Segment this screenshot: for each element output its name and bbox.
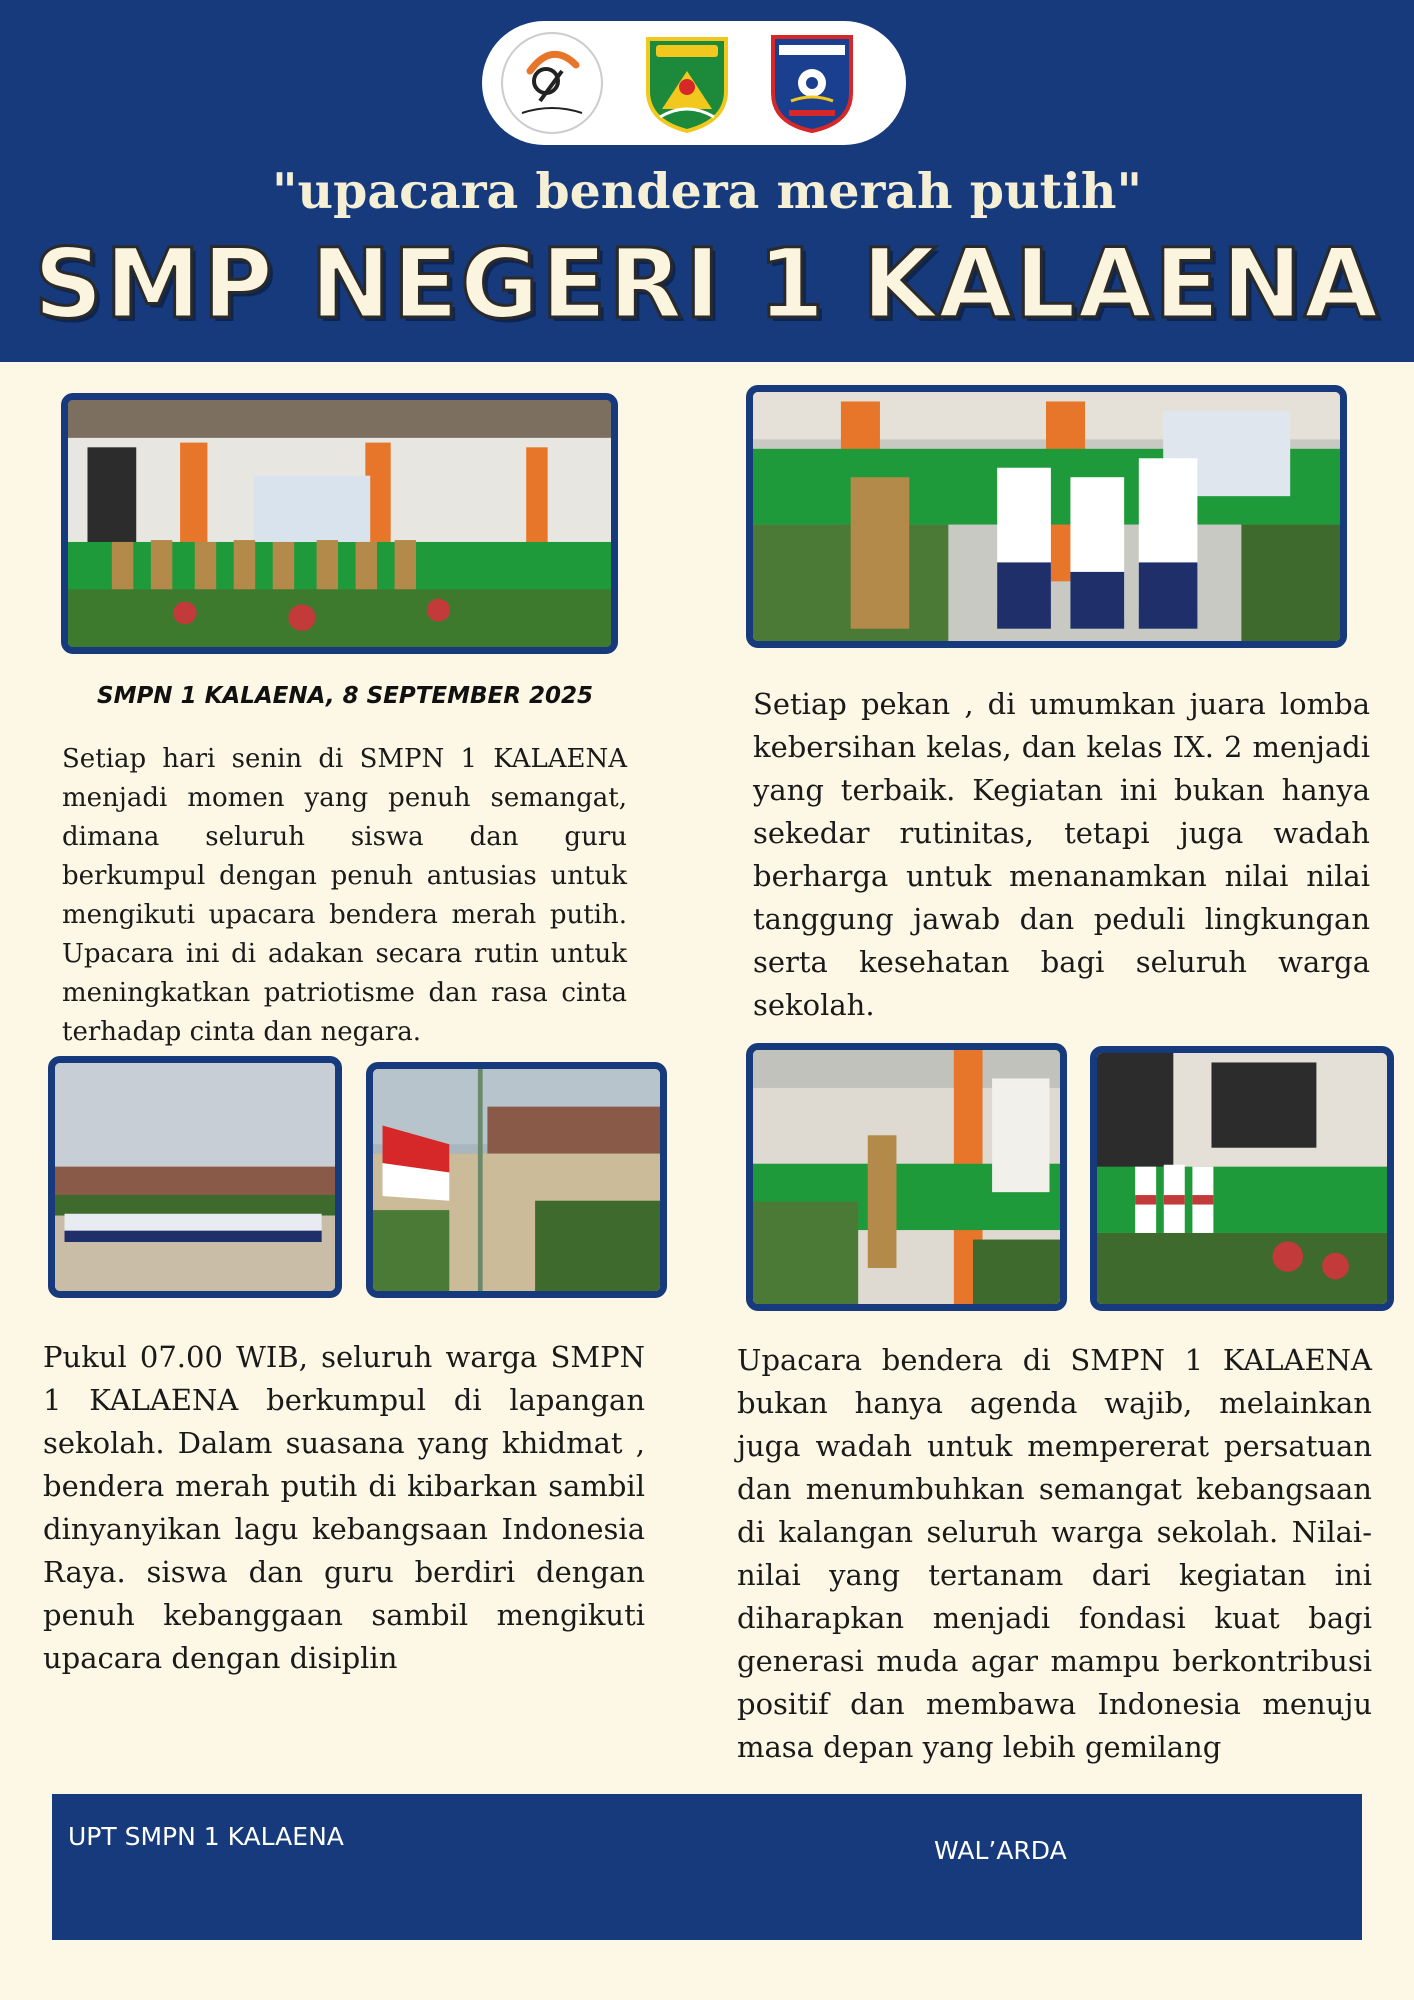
smp-negeri-1-kalaena-logo bbox=[767, 31, 871, 135]
article-paragraph-4: Upacara bendera di SMPN 1 KALAENA bukan hanya agenda wajib, melainkan juga wadah untuk mempererat persatuan dan menumbuhkan semangat kebangsaan di kalangan seluruh warga sekolah. Nilai-nilai yang tertanam dari kegiatan ini diharapkan menjadi fondasi kuat bagi generasi muda agar mampu berkontribusi positif dan membawa Indonesia menuju masa depan yang lebih gemilang bbox=[737, 1343, 1372, 1764]
header-subtitle: "upacara bendera merah putih" bbox=[271, 162, 1143, 220]
photo-award-ceremony bbox=[746, 385, 1347, 648]
header-banner bbox=[0, 0, 1414, 362]
footer-banner bbox=[52, 1794, 1362, 1940]
luwu-timur-logo bbox=[642, 31, 746, 135]
photo-field-assembly bbox=[48, 1056, 342, 1298]
sipakatebbi-logo bbox=[500, 31, 604, 135]
photo-speaker-podium bbox=[746, 1043, 1067, 1311]
article-paragraph-1: Setiap hari senin di SMPN 1 KALAENA menjadi momen yang penuh semangat, dimana seluruh siswa dan guru berkumpul dengan penuh antusias untuk mengikuti upacara bendera merah putih. Upacara ini di adakan secara rutin untuk meningkatkan patriotisme dan rasa cinta terhadap cinta dan negara. bbox=[62, 744, 627, 1047]
footer-school-name: UPT SMPN 1 KALAENA bbox=[68, 1822, 344, 1851]
footer-author: WAL’ARDA bbox=[934, 1836, 1067, 1865]
dateline: SMPN 1 KALAENA, 8 SEPTEMBER 2025 bbox=[97, 683, 593, 709]
article-paragraph-2: Setiap pekan , di umumkan juara lomba kebersihan kelas, dan kelas IX. 2 menjadi yang terbaik. Kegiatan ini bukan hanya sekedar rutinitas, tetapi juga wadah berharga untuk menanamkan nilai nilai tanggung jawab dan peduli lingkungan serta kesehatan bagi seluruh warga sekolah. bbox=[753, 687, 1370, 1022]
photo-flag-raising bbox=[366, 1062, 667, 1298]
logo-strip bbox=[482, 21, 906, 145]
photo-students-garden bbox=[1090, 1046, 1394, 1311]
photo-teachers-lineup bbox=[61, 393, 618, 654]
article-paragraph-3: Pukul 07.00 WIB, seluruh warga SMPN 1 KALAENA berkumpul di lapangan sekolah. Dalam suasana yang khidmat , bendera merah putih di kibarkan sambil dinyanyikan lagu kebangsaan Indonesia Raya. siswa dan guru berdiri dengan penuh kebanggaan sambil mengikuti upacara dengan disiplin bbox=[43, 1340, 645, 1675]
page-title: SMP NEGERI 1 KALAENA bbox=[33, 228, 1381, 340]
